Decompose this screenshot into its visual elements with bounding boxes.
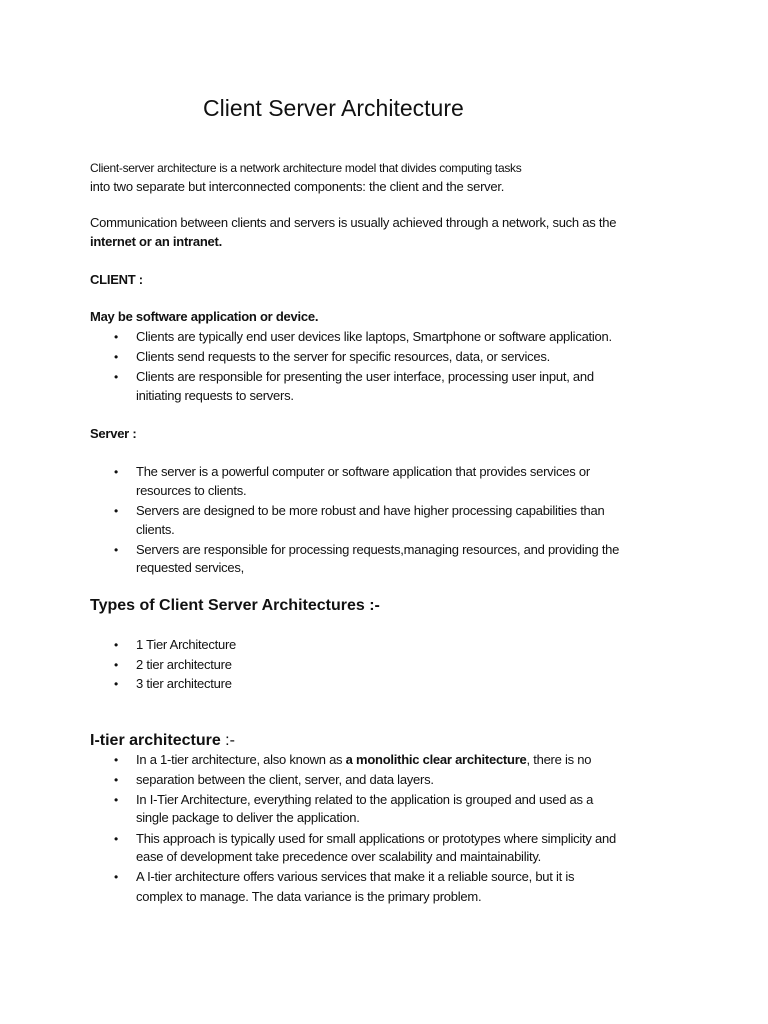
- list-item: resources to clients.: [136, 483, 247, 498]
- list-item: A I-tier architecture offers various services that make it a reliable source, but it is: [136, 869, 575, 884]
- list-item: The server is a powerful computer or software application that provides services or: [136, 464, 590, 479]
- communication-bold: internet or an intranet.: [90, 234, 222, 249]
- bullet-icon: •: [114, 870, 119, 884]
- list-item: clients.: [136, 522, 175, 537]
- list-item: initiating requests to servers.: [136, 388, 294, 403]
- intro-line: into two separate but interconnected components: the client and the server.: [90, 179, 505, 194]
- list-item: Servers are designed to be more robust and have higher processing capabilities than: [136, 503, 605, 518]
- text: In a 1-tier architecture, also known as: [136, 752, 346, 767]
- bullet-icon: •: [114, 773, 119, 787]
- intro-line: Client-server architecture is a network architecture model that divides computing tasks: [90, 161, 522, 175]
- bullet-icon: •: [114, 677, 119, 691]
- bullet-icon: •: [114, 370, 119, 384]
- list-item: 2 tier architecture: [136, 657, 232, 672]
- page-title: Client Server Architecture: [203, 95, 464, 121]
- bullet-icon: •: [114, 350, 119, 364]
- list-item: ease of development take precedence over scalability and maintainability.: [136, 849, 541, 864]
- bullet-icon: •: [114, 638, 119, 652]
- types-heading: Types of Client Server Architectures :-: [90, 597, 380, 614]
- bullet-icon: •: [114, 793, 119, 807]
- list-item: single package to deliver the application.: [136, 810, 360, 825]
- list-item: This approach is typically used for small applications or prototypes where simplicity and: [136, 831, 616, 846]
- bullet-icon: •: [114, 330, 119, 344]
- client-heading: CLIENT :: [90, 272, 143, 287]
- bullet-icon: •: [114, 753, 119, 767]
- list-item: Servers are responsible for processing requests,managing resources, and providing the: [136, 542, 620, 557]
- one-tier-heading-suffix: :-: [220, 732, 235, 749]
- one-tier-heading: [90, 731, 235, 751]
- bold-text: a monolithic clear architecture: [345, 752, 527, 767]
- bullet-icon: •: [114, 504, 119, 518]
- list-item: 3 tier architecture: [136, 676, 232, 691]
- list-item: In I-Tier Architecture, everything related to the application is grouped and used as a: [136, 792, 594, 807]
- text: , there is no: [526, 752, 592, 767]
- list-item: Clients are typically end user devices like laptops, Smartphone or software application.: [136, 329, 612, 344]
- bullet-icon: •: [114, 465, 119, 479]
- list-item: 1 Tier Architecture: [136, 637, 237, 652]
- one-tier-heading-text: I-tier architecture: [90, 732, 221, 749]
- bullet-icon: •: [114, 832, 119, 846]
- list-item: requested services,: [136, 560, 244, 575]
- list-item: Clients send requests to the server for specific resources, data, or services.: [136, 349, 551, 364]
- bullet-icon: •: [114, 543, 119, 557]
- list-item: [136, 752, 591, 768]
- client-subheading: May be software application or device.: [90, 309, 319, 324]
- list-item: Clients are responsible for presenting the user interface, processing user input, and: [136, 369, 594, 384]
- communication-line: Communication between clients and servers is usually achieved through a network, such as the: [90, 215, 617, 230]
- server-heading: Server :: [90, 426, 137, 441]
- bullet-icon: •: [114, 658, 119, 672]
- list-item: separation between the client, server, and data layers.: [136, 772, 434, 787]
- list-item: complex to manage. The data variance is the primary problem.: [136, 889, 482, 904]
